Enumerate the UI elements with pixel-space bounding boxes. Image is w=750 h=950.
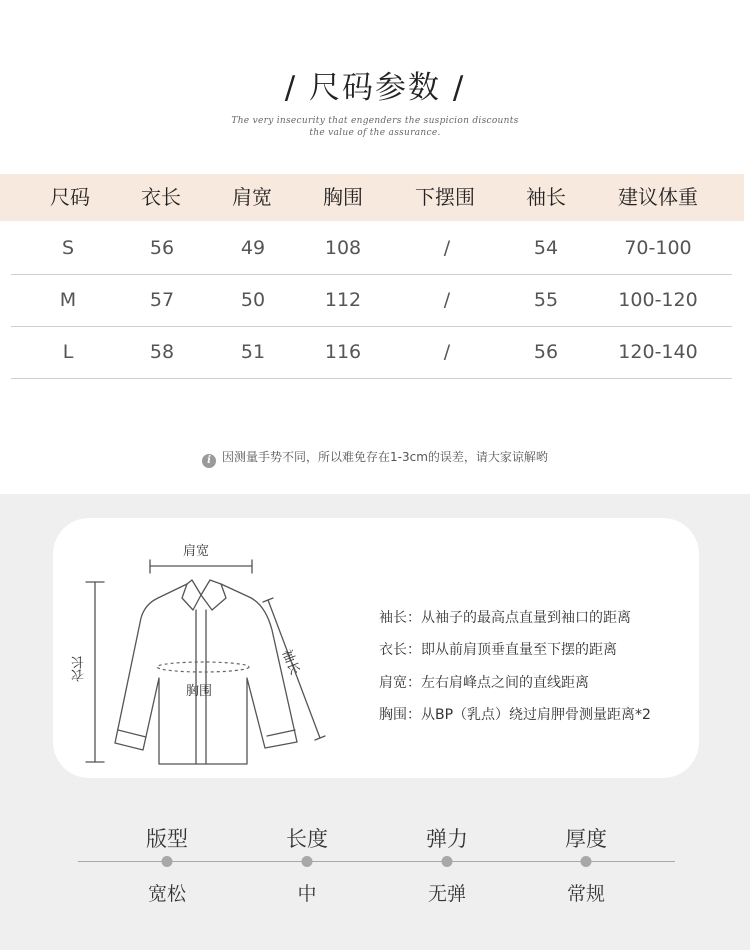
cell-hem: / xyxy=(443,289,451,311)
length-label: 衣长 xyxy=(72,656,87,682)
shirt-diagram xyxy=(75,538,345,774)
table-row xyxy=(0,274,750,326)
cell-shoulder: 49 xyxy=(240,237,266,259)
header-size: 尺码 xyxy=(50,185,90,209)
cell-size: L xyxy=(62,341,74,363)
shoulder-description: 肩宽：左右肩峰点之间的直线距离 xyxy=(379,675,589,691)
cell-shoulder: 51 xyxy=(240,341,266,363)
spec-value-length: 中 xyxy=(297,883,317,905)
header-hem: 下摆围 xyxy=(415,185,475,209)
cell-size: S xyxy=(61,237,75,259)
sleeve-description: 袖长：从袖子的最高点直量到袖口的距离 xyxy=(379,610,631,626)
chest-label: 胸围 xyxy=(186,684,213,699)
spec-dot xyxy=(162,856,173,867)
chest-measure-ellipse xyxy=(157,662,249,672)
page-title: / 尺码参数 / xyxy=(284,70,466,106)
chest-description: 胸围：从BP（乳点）绕过肩胛骨测量距离*2 xyxy=(379,707,651,723)
spec-label-thickness: 厚度 xyxy=(565,827,607,851)
header-length: 衣长 xyxy=(141,185,181,209)
table-row xyxy=(0,222,750,274)
cell-chest: 112 xyxy=(324,289,362,311)
cell-hem: / xyxy=(443,341,451,363)
size-table-header xyxy=(0,174,744,221)
spec-dot xyxy=(581,856,592,867)
cell-weight: 100-120 xyxy=(618,289,698,311)
cell-size: M xyxy=(59,289,77,311)
length-description: 衣长：即从前肩顶垂直量至下摆的距离 xyxy=(379,642,617,658)
header-sleeve: 袖长 xyxy=(526,185,566,209)
spec-dot xyxy=(302,856,313,867)
cell-length: 56 xyxy=(149,237,175,259)
cell-hem: / xyxy=(443,237,451,259)
subtitle xyxy=(0,115,750,139)
info-icon: i xyxy=(202,454,216,468)
cell-chest: 116 xyxy=(324,341,362,363)
cell-weight: 70-100 xyxy=(624,237,692,259)
row-divider xyxy=(11,378,732,379)
cell-sleeve: 54 xyxy=(533,237,559,259)
note-text: 因测量手势不同，所以难免存在1-3cm的误差，请大家谅解哟 xyxy=(222,450,548,464)
shoulder-label: 肩宽 xyxy=(183,544,210,559)
header-weight: 建议体重 xyxy=(618,185,698,209)
header-chest: 胸围 xyxy=(323,185,363,209)
cell-shoulder: 50 xyxy=(240,289,266,311)
cell-length: 58 xyxy=(149,341,175,363)
spec-value-stretch: 无弹 xyxy=(427,883,467,905)
spec-label-length: 长度 xyxy=(286,827,328,851)
cell-weight: 120-140 xyxy=(618,341,698,363)
table-row xyxy=(0,326,750,378)
cell-sleeve: 55 xyxy=(533,289,559,311)
subtitle-line-1: The very insecurity that engenders the suspicion discounts xyxy=(231,116,519,126)
spec-value-fit: 宽松 xyxy=(147,883,187,905)
cell-chest: 108 xyxy=(324,237,362,259)
subtitle-line-2: the value of the assurance. xyxy=(309,128,441,138)
cell-sleeve: 56 xyxy=(533,341,559,363)
spec-label-stretch: 弹力 xyxy=(426,827,468,851)
measurement-note xyxy=(0,448,750,468)
spec-value-thickness: 常规 xyxy=(566,883,606,905)
spec-dot xyxy=(442,856,453,867)
cell-length: 57 xyxy=(149,289,175,311)
header-shoulder: 肩宽 xyxy=(232,185,272,209)
sleeve-label: 袖长 xyxy=(278,647,303,678)
spec-label-fit: 版型 xyxy=(146,827,188,851)
